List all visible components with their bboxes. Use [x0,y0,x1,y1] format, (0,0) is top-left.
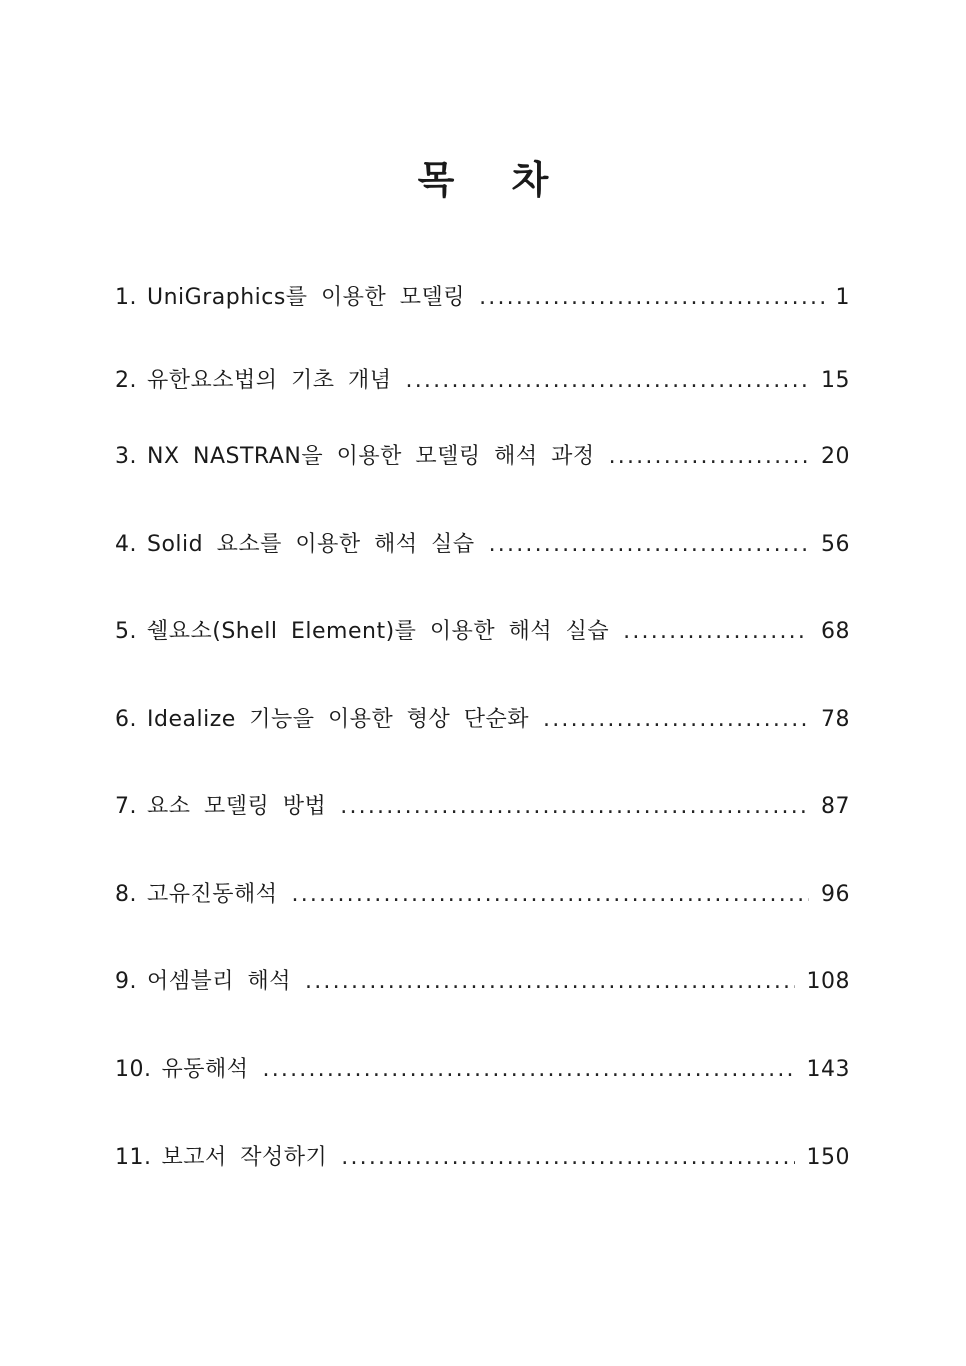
toc-entry-title: 유동해석 [161,1057,249,1082]
page-title: 목 차 [417,158,571,202]
toc-entry-1[interactable] [115,278,850,318]
toc-dot-leader [305,962,794,1002]
toc-entry-page: 1 [835,285,850,310]
toc-entry-title: Solid 요소를 이용한 해석 실습 [147,532,475,557]
toc-entry-7[interactable] [115,787,850,827]
toc-entry-number: 3. [115,444,137,469]
toc-entry-title: 유한요소법의 기초 개념 [147,368,392,393]
toc-entry-title: 보고서 작성하기 [161,1145,328,1170]
toc-dot-leader [263,1050,795,1090]
toc-dot-leader [543,700,809,740]
toc-entry-page: 56 [821,532,850,557]
toc-entry-number: 11. [115,1145,152,1170]
toc-dot-leader [406,361,809,401]
toc-entry-number: 10. [115,1057,152,1082]
toc-entry-number: 8. [115,882,137,907]
toc-dot-leader [479,278,823,318]
toc-entry-number: 7. [115,794,137,819]
toc-dot-leader [623,612,809,652]
toc-entry-title: 쉘요소(Shell Element)를 이용한 해석 실습 [147,619,610,644]
toc-entry-page: 20 [821,444,850,469]
toc-dot-leader [341,1138,794,1178]
toc-entry-page: 108 [806,969,850,994]
toc-entry-page: 150 [806,1145,850,1170]
toc-entry-number: 1. [115,285,137,310]
toc-entry-page: 96 [821,882,850,907]
toc-entry-5[interactable] [115,612,850,652]
toc-entry-title: 어셈블리 해석 [147,969,292,994]
toc-entry-2[interactable] [115,361,850,401]
toc-entry-title: 고유진동해석 [147,882,278,907]
toc-entry-page: 143 [806,1057,850,1082]
toc-entry-page: 78 [821,707,850,732]
toc-dot-leader [489,525,809,565]
toc-entry-page: 68 [821,619,850,644]
toc-entry-number: 2. [115,368,137,393]
toc-entry-number: 6. [115,707,137,732]
toc-entry-page: 87 [821,794,850,819]
toc-dot-leader [340,787,809,827]
toc-entry-6[interactable] [115,700,850,740]
toc-entry-title: UniGraphics를 이용한 모델링 [147,285,466,310]
toc-entry-4[interactable] [115,525,850,565]
toc-entry-8[interactable] [115,875,850,915]
toc-dot-leader [292,875,809,915]
toc-dot-leader [609,437,809,477]
toc-entry-number: 9. [115,969,137,994]
toc-entry-page: 15 [821,368,850,393]
toc-entry-9[interactable] [115,962,850,1002]
toc-entry-title: 요소 모델링 방법 [147,794,327,819]
toc-entry-number: 5. [115,619,137,644]
toc-entry-number: 4. [115,532,137,557]
toc-entry-10[interactable] [115,1050,850,1090]
toc-entry-title: NX NASTRAN을 이용한 모델링 해석 과정 [147,444,595,469]
toc-entry-11[interactable] [115,1138,850,1178]
toc-entry-3[interactable] [115,437,850,477]
toc-entry-title: Idealize 기능을 이용한 형상 단순화 [147,707,530,732]
